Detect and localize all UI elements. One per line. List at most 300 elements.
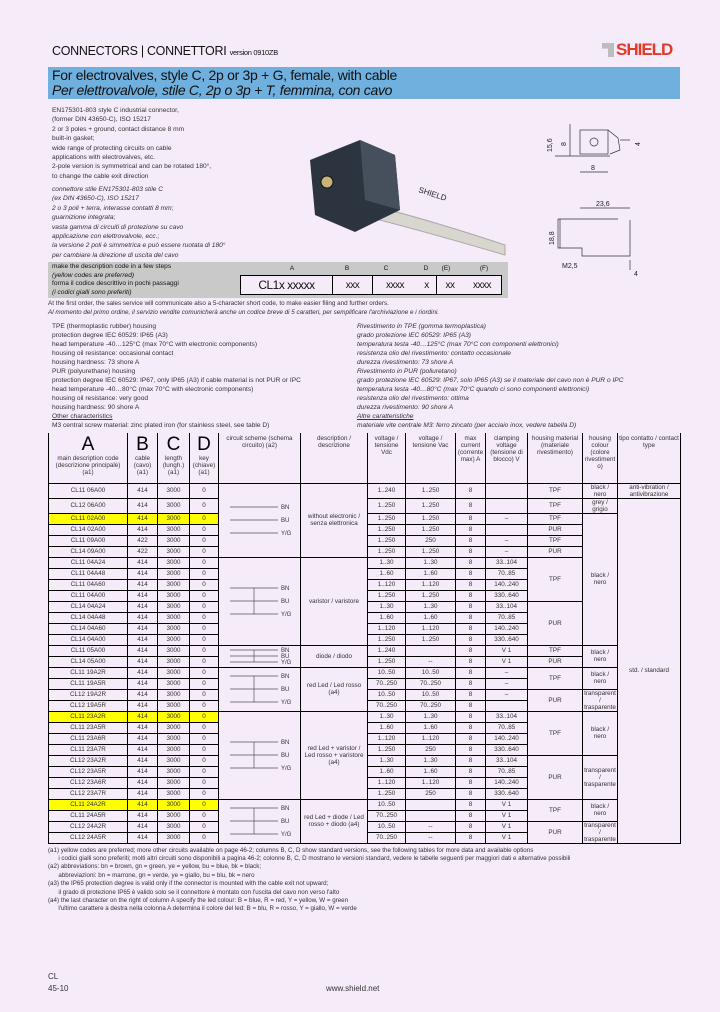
footnote: i codici gialli sono preferiti; molti altri circuiti sono disponibili a pagina 46-2; colonne B, C, D mostrano le versioni standard, vedere le tabelle seguenti per maggiori dati e alternative possibili xyxy=(48,854,571,862)
cell-i: 8 xyxy=(456,733,486,744)
circuit-scheme xyxy=(219,483,301,557)
housing-material: TPF xyxy=(528,557,583,601)
cell-v: 70..85 xyxy=(486,766,528,777)
specs-en-line: housing oil resistance: occasional contact xyxy=(52,350,174,357)
column-sub: main description code (descrizione principale) (a1) xyxy=(55,455,121,476)
circuit-scheme xyxy=(219,557,301,645)
cell-vac: 70..250 xyxy=(406,700,456,711)
wire-label: Y/G xyxy=(280,832,291,838)
cell-b: 414 xyxy=(128,722,158,733)
cell-v: V 1 xyxy=(486,799,528,810)
cell-vac: 1..120 xyxy=(406,623,456,634)
cell-c: 3000 xyxy=(158,722,190,733)
housing-material: TPF xyxy=(528,711,583,755)
cell-d: 0 xyxy=(190,483,219,498)
cell-vdc: 1..30 xyxy=(368,755,406,766)
wire-label: BN xyxy=(280,674,289,680)
wire-label: BN xyxy=(280,740,289,746)
cell-vdc: 10..50 xyxy=(368,799,406,810)
cell-i: 8 xyxy=(456,667,486,678)
column-sub: length (lungh.) (a1) xyxy=(162,455,185,476)
cell-c: 3000 xyxy=(158,557,190,568)
logo-text: SHIELD xyxy=(616,40,673,59)
cell-i: 8 xyxy=(456,821,486,832)
specs-it-line: durezza rivestimento: 73 shore A xyxy=(357,359,454,366)
cell-a: CL14 04A48 xyxy=(49,612,128,623)
cell-vac: -- xyxy=(406,832,456,843)
column-sub: voltage / tensione Vac xyxy=(412,435,449,449)
cell-vdc: 1..60 xyxy=(368,612,406,623)
cell-d: 0 xyxy=(190,557,219,568)
cell-c: 3000 xyxy=(158,483,190,498)
cell-b: 414 xyxy=(128,557,158,568)
footnote: (a3) the IP65 protection degree is valid only if the connector is mounted with the cable exit not upward; xyxy=(48,880,329,888)
column-header xyxy=(583,433,618,483)
cell-i: 8 xyxy=(456,579,486,590)
cell-d: 0 xyxy=(190,535,219,546)
cell-i: 8 xyxy=(456,689,486,700)
cell-v xyxy=(486,524,528,535)
cell-d: 0 xyxy=(190,513,219,524)
cell-d: 0 xyxy=(190,744,219,755)
cell-d: 0 xyxy=(190,788,219,799)
cell-c: 3000 xyxy=(158,733,190,744)
cell-vac: 10..50 xyxy=(406,667,456,678)
wire-label: BU xyxy=(280,819,289,825)
cell-v: V 1 xyxy=(486,645,528,656)
cell-vdc: 1..250 xyxy=(368,788,406,799)
cell-a: CL11 04A24 xyxy=(49,557,128,568)
column-header xyxy=(456,433,486,483)
cell-b: 414 xyxy=(128,700,158,711)
description: varistor / varistore xyxy=(301,557,368,645)
svg-text:SHIELD: SHIELD xyxy=(417,185,448,203)
code-box-d: x xyxy=(417,276,437,294)
cell-v: 330..640 xyxy=(486,634,528,645)
housing-material: TPF xyxy=(528,645,583,656)
cell-i: 8 xyxy=(456,483,486,498)
cell-vac: 250 xyxy=(406,788,456,799)
housing-colour: black / nero xyxy=(583,667,618,689)
cell-d: 0 xyxy=(190,524,219,535)
code-box-e: xx xyxy=(445,279,455,291)
cell-vdc: 1..250 xyxy=(368,656,406,667)
cell-b: 414 xyxy=(128,788,158,799)
cell-a: CL11 09A00 xyxy=(49,535,128,546)
housing-material: PUR xyxy=(528,821,583,843)
housing-colour: transparent / trasparente xyxy=(583,755,618,799)
cell-v: 33..104 xyxy=(486,601,528,612)
dim-screw: M2,5 xyxy=(562,263,578,270)
housing-colour: black / nero xyxy=(583,799,618,821)
code-l1: make the description code in a few steps xyxy=(52,263,172,270)
cell-i: 8 xyxy=(456,700,486,711)
housing-colour: black / nero xyxy=(583,513,618,645)
cell-d: 0 xyxy=(190,498,219,513)
specs-en-line: Other characteristics xyxy=(52,413,113,420)
cell-i: 8 xyxy=(456,634,486,645)
cell-d: 0 xyxy=(190,700,219,711)
circuit-scheme xyxy=(219,711,301,799)
cell-c: 3000 xyxy=(158,524,190,535)
cell-b: 414 xyxy=(128,799,158,810)
cell-v xyxy=(486,498,528,513)
cell-vac: 1..250 xyxy=(406,498,456,513)
cell-vdc: 1..30 xyxy=(368,711,406,722)
cell-vac: 250 xyxy=(406,744,456,755)
cell-d: 0 xyxy=(190,656,219,667)
column-sub: housing colour (colore rivestimento) xyxy=(584,435,616,470)
cell-i: 8 xyxy=(456,678,486,689)
wire-label: Y/G xyxy=(280,660,291,666)
description: diode / diodo xyxy=(301,645,368,667)
cell-a: CL14 04A60 xyxy=(49,623,128,634)
cell-b: 414 xyxy=(128,513,158,524)
cell-i: 8 xyxy=(456,568,486,579)
wire-label: BN xyxy=(280,648,289,654)
cell-v: 140..240 xyxy=(486,733,528,744)
cell-vac: 1..120 xyxy=(406,733,456,744)
cell-v: 330..640 xyxy=(486,590,528,601)
intro-it-line: la versione 2 poli è simmetrica e può essere ruotata di 180° xyxy=(52,242,226,250)
cell-c: 3000 xyxy=(158,612,190,623)
specs-it-line: resistenza olio del rivestimento: contatto occasionale xyxy=(357,350,511,357)
footnote: il grado di protezione IP65 è valido solo se il connettore è montato con l'uscita del cavo non verso l'alto xyxy=(48,888,340,896)
cell-a: CL11 04A48 xyxy=(49,568,128,579)
cell-d: 0 xyxy=(190,832,219,843)
cell-i: 8 xyxy=(456,656,486,667)
specs-en xyxy=(52,322,352,430)
cell-a: CL12 24A2R xyxy=(49,821,128,832)
column-header xyxy=(128,433,158,483)
cell-vac: 1..120 xyxy=(406,579,456,590)
cell-i: 8 xyxy=(456,535,486,546)
specs-en-line: housing hardness: 73 shore A xyxy=(52,359,140,366)
cell-b: 414 xyxy=(128,777,158,788)
cell-vdc: 10..50 xyxy=(368,667,406,678)
cell-c: 3000 xyxy=(158,700,190,711)
cell-c: 3000 xyxy=(158,744,190,755)
specs-en-line: protection degree IEC 60529: IP65 (A3) xyxy=(52,332,168,339)
dim-height: 15,6 xyxy=(547,138,554,152)
cell-i: 8 xyxy=(456,498,486,513)
description: without electronic / senza elettronica xyxy=(301,483,368,557)
cell-v: 70..85 xyxy=(486,722,528,733)
cell-b: 414 xyxy=(128,832,158,843)
cell-vdc: 1..250 xyxy=(368,590,406,601)
cell-vdc: 1..250 xyxy=(368,524,406,535)
specs-it-line: Rivestimento in PUR (poliuretano) xyxy=(357,368,457,375)
cell-v xyxy=(486,700,528,711)
cell-vdc: 70..250 xyxy=(368,810,406,821)
cell-vac: 1..250 xyxy=(406,524,456,535)
cell-vdc: 70..250 xyxy=(368,832,406,843)
cell-a: CL14 05A00 xyxy=(49,656,128,667)
footnote: (a1) yellow codes are preferred; more other circuits available on page 46-2; columns B, C, D show standard versions, see the following tables for more data and available options xyxy=(48,846,534,854)
code-label-c: C xyxy=(383,265,389,272)
intro-it-line: guarnizione integrata; xyxy=(52,214,116,222)
cell-b: 414 xyxy=(128,612,158,623)
cell-vdc: 1..250 xyxy=(368,513,406,524)
intro-en-line: EN175301-803 style C industrial connector, xyxy=(52,107,179,114)
column-header xyxy=(406,433,456,483)
title-it: Per elettrovalvole, stile C, 2p o 3p + T, femmina, con cavo xyxy=(52,82,393,98)
cell-d: 0 xyxy=(190,711,219,722)
cell-v: – xyxy=(486,535,528,546)
cell-c: 3000 xyxy=(158,645,190,656)
specs-it xyxy=(357,322,677,430)
cell-d: 0 xyxy=(190,667,219,678)
code-l3: forma il codice descrittivo in pochi passaggi xyxy=(52,280,179,287)
cell-d: 0 xyxy=(190,821,219,832)
intro-it xyxy=(52,185,302,260)
code-label-d: D xyxy=(423,265,429,272)
wire-label: BU xyxy=(280,687,289,693)
cell-v: 330..640 xyxy=(486,788,528,799)
cell-i: 8 xyxy=(456,755,486,766)
dim-side: 4 xyxy=(635,142,642,146)
cell-b: 414 xyxy=(128,601,158,612)
code-boxes xyxy=(240,275,502,295)
specs-it-line: temperatura testa -40…125°C (max 70°C con componenti elettronici) xyxy=(357,341,559,348)
intro-en-line: applications with electrovalves, etc. xyxy=(52,154,155,162)
cell-d: 0 xyxy=(190,810,219,821)
cell-v: 70..85 xyxy=(486,568,528,579)
cell-i: 8 xyxy=(456,711,486,722)
code-note-en: At the first order, the sales service will communicate also a 5-character short code, to make easier filing and further orders. xyxy=(48,300,389,307)
cell-vac: 1..250 xyxy=(406,513,456,524)
cell-b: 414 xyxy=(128,678,158,689)
dim-bottom: 4 xyxy=(634,271,638,278)
cell-v: V 1 xyxy=(486,832,528,843)
cell-b: 414 xyxy=(128,498,158,513)
circuit-scheme xyxy=(219,667,301,711)
intro-en xyxy=(52,106,302,181)
intro-en-line: 2 or 3 poles + ground, contact distance 8 mm xyxy=(52,125,185,133)
specs-en-line: protection degree IEC 60529: IP67, only IP65 (A3) if cable material is not PUR or IPC xyxy=(52,377,301,384)
cell-c: 3000 xyxy=(158,689,190,700)
intro-en-line: 2-pole version is symmetrical and can be rotated 180°, xyxy=(52,163,212,171)
code-box-c: xxxx xyxy=(386,279,404,291)
cell-a: CL12 23A7R xyxy=(49,788,128,799)
cell-i: 8 xyxy=(456,645,486,656)
cell-i: 8 xyxy=(456,799,486,810)
cell-b: 414 xyxy=(128,766,158,777)
contact-type: std. / standard xyxy=(618,498,681,843)
housing-material: PUR xyxy=(528,755,583,799)
housing-material: PUR xyxy=(528,601,583,645)
cell-v: – xyxy=(486,678,528,689)
cell-v: V 1 xyxy=(486,821,528,832)
housing-material: TPF xyxy=(528,535,583,546)
code-box-a: CL1x xxxxx xyxy=(241,276,333,294)
cell-vac: 1..250 xyxy=(406,546,456,557)
cell-c: 3000 xyxy=(158,579,190,590)
cell-d: 0 xyxy=(190,590,219,601)
cell-vdc: 1..30 xyxy=(368,557,406,568)
cell-c: 3000 xyxy=(158,513,190,524)
intro-en-line: built-in gasket; xyxy=(52,135,95,143)
cell-vdc: 1..250 xyxy=(368,535,406,546)
circuit-scheme xyxy=(219,645,301,667)
cell-c: 3000 xyxy=(158,634,190,645)
cell-c: 3000 xyxy=(158,832,190,843)
cell-b: 414 xyxy=(128,810,158,821)
column-header xyxy=(158,433,190,483)
intro-en-line: wide range of protecting circuits on cable xyxy=(52,144,172,152)
cell-vdc: 70..250 xyxy=(368,678,406,689)
wire-label: Y/G xyxy=(280,700,291,706)
column-sub: voltage / tensione Vdc xyxy=(374,435,399,456)
table-section xyxy=(48,433,680,914)
housing-material: PUR xyxy=(528,656,583,667)
wire-label: BN xyxy=(280,806,289,812)
circuit-diagram xyxy=(224,738,296,772)
specs-en-line: PUR (polyurethane) housing xyxy=(52,368,136,375)
dimension-drawing xyxy=(510,120,680,290)
title-en: For electrovalves, style C, 2p or 3p + G, female, with cable xyxy=(52,67,397,83)
cell-b: 414 xyxy=(128,634,158,645)
cell-vac: -- xyxy=(406,656,456,667)
cell-d: 0 xyxy=(190,612,219,623)
cell-b: 414 xyxy=(128,524,158,535)
wire-label: BU xyxy=(280,518,289,524)
cell-a: CL14 09A00 xyxy=(49,546,128,557)
intro-en-line: to change the cable exit direction xyxy=(52,172,149,180)
wire-label: Y/G xyxy=(280,531,291,537)
cell-a: CL11 23A2R xyxy=(49,711,128,722)
footer-url[interactable]: www.shield.net xyxy=(326,984,380,993)
footer-section: CL xyxy=(48,972,59,981)
housing-colour: black / nero xyxy=(583,483,618,498)
column-letter: B xyxy=(136,434,149,455)
circuit-diagram xyxy=(224,646,296,666)
cell-i: 8 xyxy=(456,612,486,623)
cell-c: 3000 xyxy=(158,623,190,634)
code-label-e: (E) xyxy=(441,265,451,272)
cell-i: 8 xyxy=(456,832,486,843)
cell-i: 8 xyxy=(456,744,486,755)
cell-a: CL14 04A00 xyxy=(49,634,128,645)
cell-b: 414 xyxy=(128,689,158,700)
cell-i: 8 xyxy=(456,546,486,557)
cell-d: 0 xyxy=(190,722,219,733)
wire-label: BU xyxy=(280,654,289,660)
table-row xyxy=(49,667,681,678)
cell-vdc: 1..120 xyxy=(368,777,406,788)
cell-vdc: 10..50 xyxy=(368,689,406,700)
cell-c: 3000 xyxy=(158,656,190,667)
intro-it-line: applicazione con elettrovalvole, ecc.; xyxy=(52,233,160,241)
footer-page: 45-10 xyxy=(48,984,69,993)
cell-vac: 1..30 xyxy=(406,557,456,568)
wire-label: Y/G xyxy=(280,612,291,618)
wire-label: BN xyxy=(280,505,289,511)
cell-c: 3000 xyxy=(158,810,190,821)
footnote: abbreviazioni: bn = marrone, gn = verde, ye = giallo, bu = blu, bk = nero xyxy=(48,871,255,879)
circuit-diagram xyxy=(224,672,296,706)
cell-i: 8 xyxy=(456,623,486,634)
housing-colour: transparent / trasparente xyxy=(584,689,616,711)
cell-vac: 1..60 xyxy=(406,568,456,579)
housing-colour: transparent / trasparente xyxy=(584,821,616,843)
cell-v: 33..104 xyxy=(486,755,528,766)
cell-a: CL12 24A5R xyxy=(49,832,128,843)
cell-vdc: 1..250 xyxy=(368,634,406,645)
cell-v: – xyxy=(486,689,528,700)
footnote: l'ultimo carattere a destra nella colonna A determina il colore del led: B = blu, R = rosso, Y = giallo, W = verde xyxy=(48,905,357,913)
cell-b: 414 xyxy=(128,623,158,634)
cell-vdc: 1..120 xyxy=(368,623,406,634)
column-header xyxy=(190,433,219,483)
column-letter: D xyxy=(197,434,211,455)
cell-vac: 1..250 xyxy=(406,483,456,498)
wire-label: BU xyxy=(280,753,289,759)
footnotes xyxy=(48,847,680,914)
cell-c: 3000 xyxy=(158,766,190,777)
housing-material: TPF xyxy=(528,483,583,498)
logo-mark-icon xyxy=(602,43,614,57)
cell-vac: 1..60 xyxy=(406,722,456,733)
cell-vac: 10..50 xyxy=(406,689,456,700)
header-title: CONNECTORS | CONNETTORI xyxy=(52,44,227,58)
table-row xyxy=(49,711,681,722)
housing-material: PUR xyxy=(528,689,583,711)
cell-b: 414 xyxy=(128,711,158,722)
intro-it-line: 2 o 3 poli + terra, interasse contatti 8 mm; xyxy=(52,204,174,212)
cell-c: 3000 xyxy=(158,601,190,612)
cell-d: 0 xyxy=(190,568,219,579)
cell-v: 140..240 xyxy=(486,579,528,590)
cell-i: 8 xyxy=(456,777,486,788)
cell-vac: 1..250 xyxy=(406,634,456,645)
dim-width: 8 xyxy=(591,165,595,172)
cell-c: 3000 xyxy=(158,498,190,513)
cell-b: 422 xyxy=(128,535,158,546)
cell-d: 0 xyxy=(190,546,219,557)
cell-vac: 1..250 xyxy=(406,590,456,601)
cell-v: – xyxy=(486,513,528,524)
dim-length: 23,6 xyxy=(596,201,610,208)
cell-vac xyxy=(406,799,456,810)
specs-it-line: temperatura testa -40…80°C (max 70°C quando ci sono componenti elettronici) xyxy=(357,386,590,393)
cell-c: 3000 xyxy=(158,590,190,601)
cell-i: 8 xyxy=(456,766,486,777)
cell-v: – xyxy=(486,546,528,557)
cell-c: 3000 xyxy=(158,535,190,546)
column-header xyxy=(486,433,528,483)
cell-b: 414 xyxy=(128,645,158,656)
cell-vdc: 1..120 xyxy=(368,579,406,590)
cell-b: 414 xyxy=(128,667,158,678)
cell-b: 414 xyxy=(128,568,158,579)
cell-vdc: 1..240 xyxy=(368,483,406,498)
cell-b: 414 xyxy=(128,590,158,601)
housing-material: TPF xyxy=(528,799,583,821)
specs-en-line: head temperature -40…80°C (max 70°C with electronic components) xyxy=(52,386,254,393)
code-box-f: xxxx xyxy=(473,279,491,291)
circuit-diagram xyxy=(224,804,296,838)
cell-a: CL11 23A6R xyxy=(49,733,128,744)
cell-b: 414 xyxy=(128,744,158,755)
cell-d: 0 xyxy=(190,645,219,656)
column-header xyxy=(368,433,406,483)
cell-a: CL14 02A00 xyxy=(49,524,128,535)
wire-label: BN xyxy=(280,586,289,592)
cell-a: CL11 19A2R xyxy=(49,667,128,678)
cell-vac: 1..120 xyxy=(406,777,456,788)
description: red Led + varistor / Led rosso + varistore (a4) xyxy=(301,711,368,799)
